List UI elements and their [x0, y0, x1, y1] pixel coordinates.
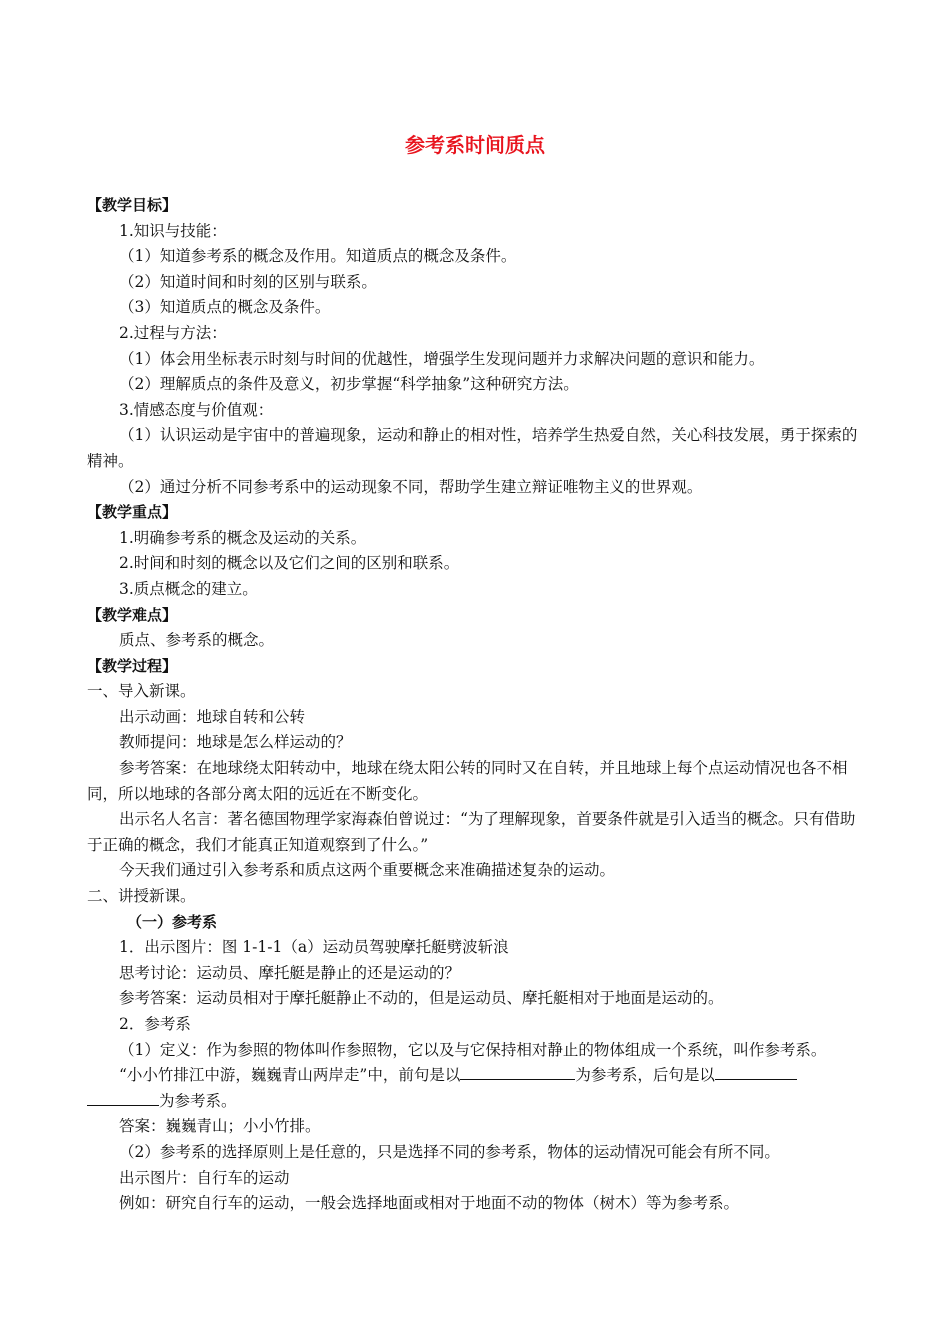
process-line: 参考答案：运动员相对于摩托艇静止不动的，但是运动员、摩托艇相对于地面是运动的。 [119, 989, 724, 1008]
process-line: 今天我们通过引入参考系和质点这两个重要概念来准确描述复杂的运动。 [119, 861, 616, 880]
section-heading-key: 【教学重点】 [87, 503, 178, 522]
answer-blank[interactable] [715, 1063, 797, 1080]
goal-item: （2）通过分析不同参考系中的运动现象不同，帮助学生建立辩证唯物主义的世界观。 [119, 477, 703, 496]
section-heading-process: 【教学过程】 [87, 656, 178, 675]
process-line: （2）参考系的选择原则上是任意的，只是选择不同的参考系，物体的运动情况可能会有所不同。 [119, 1142, 780, 1161]
section-heading-goals: 【教学目标】 [87, 196, 178, 214]
goal-item: 2.过程与方法： [119, 323, 227, 342]
question-text: “小小竹排江中游，巍巍青山两岸走”中，前句是以 [119, 1066, 461, 1085]
answer-blank[interactable] [87, 1089, 159, 1106]
process-line: 2．参考系 [119, 1015, 191, 1033]
process-line: 出示动画：地球自转和公转 [119, 707, 306, 726]
goal-item: （2）理解质点的条件及意义，初步掌握“科学抽象”这种研究方法。 [119, 375, 579, 394]
process-line: 答案：巍巍青山；小小竹排。 [119, 1117, 321, 1136]
process-line: 例如：研究自行车的运动，一般会选择地面或相对于地面不动的物体（树木）等为参考系。 [119, 1194, 740, 1213]
goal-item: 3.情感态度与价值观： [119, 400, 274, 419]
page-title: 参考系时间质点 [405, 133, 545, 157]
goal-item: （1）知道参考系的概念及作用。知道质点的概念及条件。 [119, 247, 517, 266]
fill-in-question-cont [87, 1089, 865, 1115]
key-item: 1.明确参考系的概念及运动的关系。 [119, 528, 367, 547]
goal-item: （3）知道质点的概念及条件。 [119, 298, 331, 317]
question-text: 为参考系，后句是以 [575, 1066, 715, 1085]
process-line: 出示名人名言：著名德国物理学家海森伯曾说过：“为了理解现象，首要条件就是引入适当的概念。只有借助于正确的概念，我们才能真正知道观察到了什么。” [87, 810, 856, 854]
goal-item: （2）知道时间和时刻的区别与联系。 [119, 272, 377, 291]
process-line: （1）定义：作为参照的物体叫作参照物，它以及与它保持相对静止的物体组成一个系统，叫作参考系。 [119, 1040, 827, 1059]
process-line: 1．出示图片：图 1-1-1（a）运动员驾驶摩托艇劈波斩浪 [119, 938, 509, 957]
process-line: 出示图片：自行车的运动 [119, 1168, 290, 1187]
process-line: 参考答案：在地球绕太阳转动中，地球在绕太阳公转的同时又在自转，并且地球上每个点运动情况也各不相同，所以地球的各部分离太阳的远近在不断变化。 [87, 759, 848, 803]
goal-item: 1.知识与技能： [119, 221, 227, 240]
key-item: 2.时间和时刻的概念以及它们之间的区别和联系。 [119, 554, 460, 573]
question-text: 为参考系。 [159, 1091, 237, 1110]
key-item: 3.质点概念的建立。 [119, 579, 258, 598]
goal-item: （1）认识运动是宇宙中的普遍现象，运动和静止的相对性，培养学生热爱自然，关心科技发展，勇于探索的精神。 [87, 426, 858, 470]
fill-in-question [87, 1063, 865, 1089]
answer-blank[interactable] [460, 1063, 575, 1080]
section-heading-difficult: 【教学难点】 [87, 605, 178, 624]
process-line: 思考讨论：运动员、摩托艇是静止的还是运动的？ [119, 963, 461, 982]
document-body [87, 193, 865, 1217]
process-line: 教师提问：地球是怎么样运动的？ [119, 733, 352, 752]
process-step: 二、讲授新课。 [87, 887, 196, 906]
subsection-heading: （一）参考系 [127, 912, 218, 931]
difficult-item: 质点、参考系的概念。 [119, 631, 275, 650]
goal-item: （1）体会用坐标表示时刻与时间的优越性，增强学生发现问题并力求解决问题的意识和能力。 [119, 349, 765, 368]
process-step: 一、导入新课。 [87, 682, 196, 701]
